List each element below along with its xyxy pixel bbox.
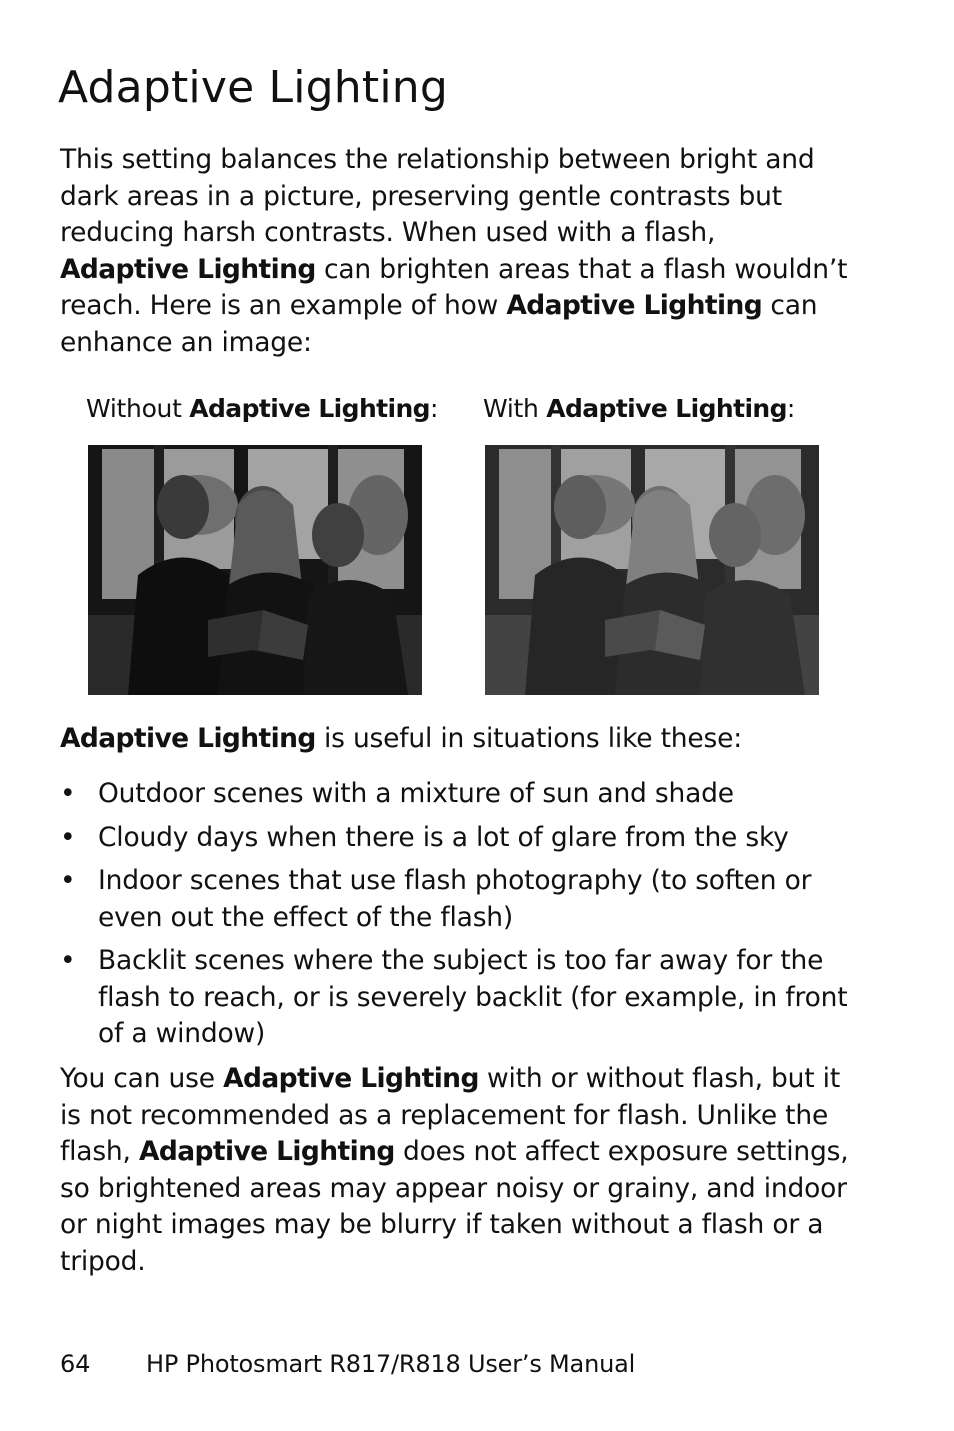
closing-text-2: with or without flash, but it is not recommended as a replacement for flash. Unlike the flash, (60, 1063, 841, 1167)
situations-list (60, 776, 850, 1060)
caption-without-bold: Adaptive Lighting (189, 394, 430, 423)
bullet-icon: • (60, 945, 76, 976)
photo-without-adaptive-lighting (88, 445, 422, 695)
intro-text-2: can brighten areas that a flash wouldn’t reach. Here is an example of how (60, 253, 848, 321)
closing-bold-1: Adaptive Lighting (223, 1063, 479, 1094)
photo-with-adaptive-lighting (485, 445, 819, 695)
closing-paragraph (60, 1061, 850, 1280)
photo-without-image (88, 445, 422, 695)
intro-text-1: This setting balances the relationship between bright and dark areas in a picture, preserving gentle contrasts but reducing harsh contrasts. When used with a flash, (60, 144, 815, 248)
page-title: Adaptive Lighting (58, 62, 448, 113)
closing-text-1: You can use (60, 1063, 224, 1094)
caption-without-suffix: : (429, 394, 439, 423)
useful-paragraph (60, 721, 850, 758)
intro-bold-2: Adaptive Lighting (506, 290, 763, 321)
intro-text-3: can enhance an image: (60, 290, 818, 358)
list-item-text: Cloudy days when there is a lot of glare from the sky (98, 821, 789, 853)
closing-text-3: does not affect exposure settings, so brightened areas may appear noisy or grainy, and indoor or night images may be blurry if taken without a flash or a tripod. (60, 1136, 849, 1277)
caption-with-suffix: : (786, 394, 796, 423)
caption-with-bold: Adaptive Lighting (546, 394, 787, 423)
list-item-text: Outdoor scenes with a mixture of sun and shade (98, 778, 734, 809)
list-item (60, 820, 850, 857)
caption-without (86, 394, 438, 423)
list-item (60, 776, 850, 813)
list-item-text: Backlit scenes where the subject is too far away for the flash to reach, or is severely backlit (for example, in front of a window) (98, 945, 848, 1049)
bullet-icon: • (60, 865, 76, 896)
page-number: 64 (60, 1350, 91, 1378)
intro-paragraph (60, 142, 850, 361)
useful-bold: Adaptive Lighting (60, 723, 316, 754)
manual-title: HP Photosmart R817/R818 User’s Manual (146, 1350, 636, 1378)
caption-with (483, 394, 795, 423)
bullet-icon: • (60, 821, 76, 853)
list-item (60, 943, 850, 1053)
bullet-icon: • (60, 778, 76, 809)
closing-bold-2: Adaptive Lighting (138, 1136, 395, 1167)
photo-with-image (485, 445, 819, 695)
list-item (60, 863, 850, 936)
intro-bold-1: Adaptive Lighting (60, 253, 316, 285)
caption-without-prefix: Without (86, 394, 190, 423)
useful-text: is useful in situations like these: (315, 723, 742, 754)
list-item-text: Indoor scenes that use flash photography (to soften or even out the effect of the flash) (98, 865, 812, 933)
caption-with-prefix: With (483, 394, 547, 423)
